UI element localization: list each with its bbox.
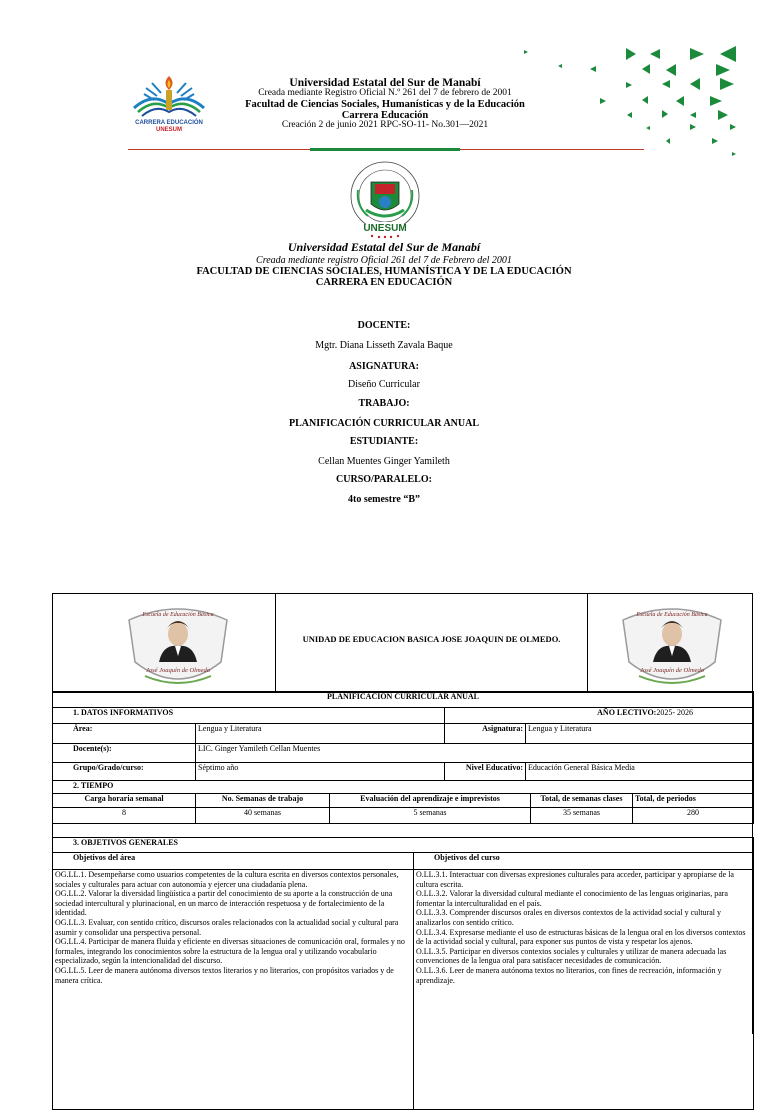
asignatura-label: ASIGNATURA: xyxy=(349,361,419,372)
time-table xyxy=(52,780,754,824)
subject-label: Asignatura: xyxy=(445,724,526,744)
time-value: 8 xyxy=(53,808,196,824)
time-header: Total, de semanas clases xyxy=(531,794,633,808)
time-value: 5 semanas xyxy=(330,808,531,824)
grade-value: Séptimo año xyxy=(196,763,445,781)
crest-top-text: Escuela de Educación Básica xyxy=(636,612,708,618)
estudiante-value: Cellan Muentes Ginger Yamileth xyxy=(318,456,450,467)
school-crest-icon xyxy=(617,600,727,688)
trabajo-value: PLANIFICACIÓN CURRICULAR ANUAL xyxy=(288,418,479,429)
docente-value: Mgtr. Diana Lisseth Zavala Baque xyxy=(315,340,453,351)
time-header: Total, de periodos xyxy=(633,794,754,808)
time-header: Evaluación del aprendizaje e imprevistos xyxy=(330,794,531,808)
subject-value: Lengua y Literatura xyxy=(526,724,754,744)
time-value: 35 semanas xyxy=(531,808,633,824)
section-informative-data: 1. DATOS INFORMATIVOS xyxy=(53,708,445,724)
header-registry: Creada mediante Registro Oficial N.º 261 del 7 de febrero de 2001 xyxy=(258,88,512,99)
logo-caption-unesum: UNESUM xyxy=(155,127,182,133)
decorative-arrows-icon xyxy=(500,44,750,164)
cover-registry: Creada mediante registro Oficial 261 del 7 de Febrero del 2001 xyxy=(256,255,512,266)
header-university: Universidad Estatal del Sur de Manabí xyxy=(289,77,481,89)
seal-text: UNESUM xyxy=(363,223,407,234)
school-crest-icon xyxy=(123,600,233,688)
area-objectives-header: Objetivos del área xyxy=(53,853,414,870)
academic-year-value: 2025- 2026 xyxy=(656,708,694,717)
area-value: Lengua y Literatura xyxy=(196,724,445,744)
document-title: PLANIFICACIÓN CURRICULAR ANUAL xyxy=(53,692,754,708)
academic-year-label: AÑO LECTIVO: xyxy=(597,708,657,717)
crest-bottom-text: José Joaquín de Olmedo xyxy=(639,667,705,674)
teacher-value: LIC. Ginger Yamileth Cellan Muentes xyxy=(196,744,754,763)
cover-university: Universidad Estatal del Sur de Manabí xyxy=(287,240,481,254)
cover-faculty: FACULTAD DE CIENCIAS SOCIALES, HUMANÍSTICA Y DE LA EDUCACIÓN xyxy=(196,266,572,277)
header-creation: Creación 2 de junio 2021 RPC-SO-11- No.301—2021 xyxy=(281,120,489,131)
curso-label: CURSO/PARALELO: xyxy=(336,474,432,485)
crest-bottom-text: José Joaquín de Olmedo xyxy=(145,667,211,674)
teacher-label: Docente(s): xyxy=(53,744,196,763)
university-seal-icon xyxy=(338,160,432,242)
curso-value: 4to semestre “B” xyxy=(347,494,421,505)
cover-title-block xyxy=(0,240,768,288)
area-objectives-text: OG.LL.1. Desempeñarse como usuarios competentes de la cultura escrita en diversos contextos personales, sociales y culturales para actuar con autonomía y ejercer una ciudadanía plena. OG.LL.2. Valorar la diversidad lingüística a partir del conocimiento de su aporte a la construcción de una sociedad intercultural y plurinacional, en un marco de interacción respetuosa y de fortalecimiento de la identidad. OG.LL.3. Evaluar, con sentido crítico, discursos orales relacionados con la actualidad social y cultural para asumir y consolidar una perspectiva personal. OG.LL.4. Participar de manera fluida y eficiente en diversas situaciones de comunicación oral, formales y no formales, integrando los conocimientos sobre la estructura de la lengua oral y utilizando vocabulario especializado, según la intencionalidad del discurso. OG.LL.5. Leer de manera autónoma diversos textos literarios y no literarios, con propósitos variados y de manera crítica. xyxy=(53,870,414,1110)
school-header xyxy=(53,594,752,693)
school-name: UNIDAD DE EDUCACION BASICA JOSE JOAQUIN DE OLMEDO. xyxy=(302,634,561,644)
trabajo-label: TRABAJO: xyxy=(358,398,410,409)
course-objectives-header: Objetivos del curso xyxy=(414,853,754,870)
crest-top-text: Escuela de Educación Básica xyxy=(142,612,214,618)
logo-caption-career: CARRERA EDUCACIÓN xyxy=(135,120,203,126)
time-header: Carga horaria semanal xyxy=(53,794,196,808)
header-career: Carrera Educación xyxy=(341,110,429,122)
informative-data-table xyxy=(52,691,754,781)
level-value: Educación General Básica Media xyxy=(526,763,754,781)
section-time: 2. TIEMPO xyxy=(53,781,754,794)
asignatura-value: Diseño Curricular xyxy=(348,379,420,390)
header-faculty: Facultad de Ciencias Sociales, Humanísticas y de la Educación xyxy=(245,99,525,111)
time-value: 40 semanas xyxy=(196,808,330,824)
course-objectives-text: O.LL.3.1. Interactuar con diversas expresiones culturales para acceder, participar y apropiarse de la cultura escrita. O.LL.3.2. Valorar la diversidad cultural mediante el conocimiento de las lenguas originarias, para fomentar la interculturalidad en el país. O.LL.3.3. Comprender discursos orales en diversos contextos de la actividad social y cultural y analizarlos con sentido crítico. O.LL.3.4. Expresarse mediante el uso de estructuras básicas de la lengua oral en los diversos contextos de la actividad social y cultural, para exponer sus puntos de vista y respetar los ajenos. O.LL.3.5. Participar en diversos contextos sociales y culturales y utilizar de manera adecuada las convenciones de la lengua oral para satisfacer necesidades de comunicación. O.LL.3.6. Leer de manera autónoma textos no literarios, con fines de recreación, información y aprendizaje. xyxy=(414,870,754,1110)
area-label: Área: xyxy=(53,724,196,744)
objectives-table xyxy=(52,837,754,1110)
header-divider-accent xyxy=(310,148,460,151)
planning-document xyxy=(52,593,753,1034)
estudiante-label: ESTUDIANTE: xyxy=(349,436,419,447)
cover-career: CARRERA EN EDUCACIÓN xyxy=(315,277,453,288)
section-objectives: 3. OBJETIVOS GENERALES xyxy=(53,838,754,853)
time-value: 280 xyxy=(633,808,754,824)
time-header: No. Semanas de trabajo xyxy=(196,794,330,808)
docente-label: DOCENTE: xyxy=(357,320,411,331)
grade-label: Grupo/Grado/curso: xyxy=(53,763,196,781)
level-label: Nivel Educativo: xyxy=(445,763,526,781)
